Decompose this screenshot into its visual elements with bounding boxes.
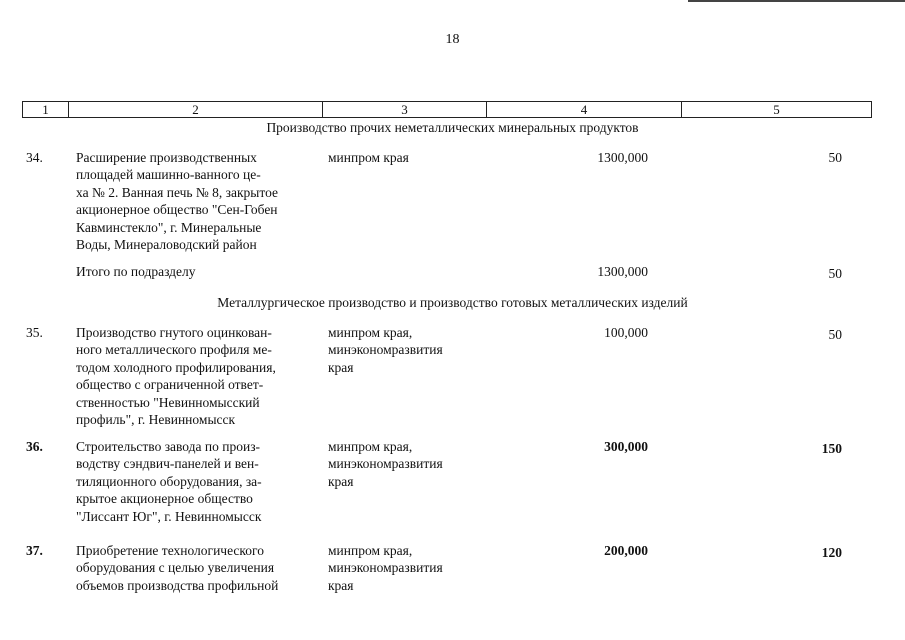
- table-header-row: [22, 101, 872, 118]
- row-number: 34.: [26, 150, 43, 165]
- description-line: "Лиссант Юг", г. Невинномысск: [76, 508, 262, 524]
- organization-line: края: [328, 359, 354, 375]
- description-line: ха № 2. Ванная печь № 8, закрытое: [76, 184, 279, 200]
- row-share: 150: [821, 441, 842, 456]
- row-description: [76, 438, 316, 525]
- description-line: акционерное общество "Сен-Гобен: [76, 202, 278, 218]
- row-description: [76, 149, 316, 253]
- row-amount: 200,000: [604, 543, 648, 558]
- description-line: Воды, Минераловодский район: [76, 237, 257, 253]
- description-line: оборудования с целью увеличения: [76, 560, 275, 576]
- header-col-5: 5: [773, 102, 780, 117]
- description-line: профиль", г. Невинномысск: [76, 412, 236, 428]
- row-number: 37.: [26, 543, 43, 558]
- scan-edge-line: [688, 0, 905, 2]
- description-line: крытое акционерное общество: [76, 491, 253, 507]
- organization-line: минпром края: [328, 150, 409, 165]
- row-organization: [328, 149, 488, 166]
- row-organization: [328, 324, 488, 376]
- description-line: водству сэндвич-панелей и вен-: [76, 456, 259, 472]
- row-description: [76, 542, 316, 594]
- row-organization: [328, 542, 488, 594]
- description-line: общество с ограниченной ответ-: [76, 377, 264, 393]
- description-line: тиляционного оборудования, за-: [76, 473, 262, 489]
- row-amount: 300,000: [604, 439, 648, 454]
- row-organization: [328, 438, 488, 490]
- header-col-1: 1: [23, 102, 69, 117]
- organization-line: минэкономразвития: [328, 456, 443, 472]
- organization-line: края: [328, 473, 354, 489]
- subtotal-share: 50: [828, 266, 842, 281]
- organization-line: минэкономразвития: [328, 560, 443, 576]
- row-number: 36.: [26, 439, 43, 454]
- section-title-metallurgy: Металлургическое производство и производство готовых металлических изделий: [217, 295, 688, 310]
- description-line: Кавминстекло", г. Минеральные: [76, 219, 262, 235]
- row-number: 35.: [26, 325, 43, 340]
- row-share: 50: [828, 327, 842, 342]
- organization-line: края: [328, 577, 354, 593]
- description-line: площадей машинно-ванного це-: [76, 167, 261, 183]
- subtotal-label: Итого по подразделу: [76, 264, 196, 279]
- description-line: тодом холодного профилирования,: [76, 359, 276, 375]
- row-description: [76, 324, 316, 428]
- description-line: Расширение производственных: [76, 150, 257, 165]
- organization-line: минпром края,: [328, 325, 413, 340]
- row-share: 120: [821, 545, 842, 560]
- header-col-3: 3: [323, 102, 487, 117]
- section-title-nonmetallic: Производство прочих неметаллических минеральных продуктов: [266, 120, 639, 135]
- description-line: Производство гнутого оцинкован-: [76, 325, 272, 340]
- row-amount: 1300,000: [597, 150, 648, 165]
- row-share: 50: [828, 150, 842, 165]
- description-line: ного металлического профиля ме-: [76, 342, 272, 358]
- organization-line: минпром края,: [328, 439, 413, 454]
- description-line: ственностью "Невинномысский: [76, 394, 260, 410]
- header-col-4: 4: [487, 102, 682, 117]
- description-line: Строительство завода по произ-: [76, 439, 261, 454]
- description-line: Приобретение технологического: [76, 543, 264, 558]
- organization-line: минпром края,: [328, 543, 413, 558]
- description-line: объемов производства профильной: [76, 577, 279, 593]
- organization-line: минэкономразвития: [328, 342, 443, 358]
- page-number: 18: [445, 32, 460, 47]
- header-col-2: 2: [69, 102, 323, 117]
- subtotal-amount: 1300,000: [597, 264, 648, 279]
- row-amount: 100,000: [604, 325, 648, 340]
